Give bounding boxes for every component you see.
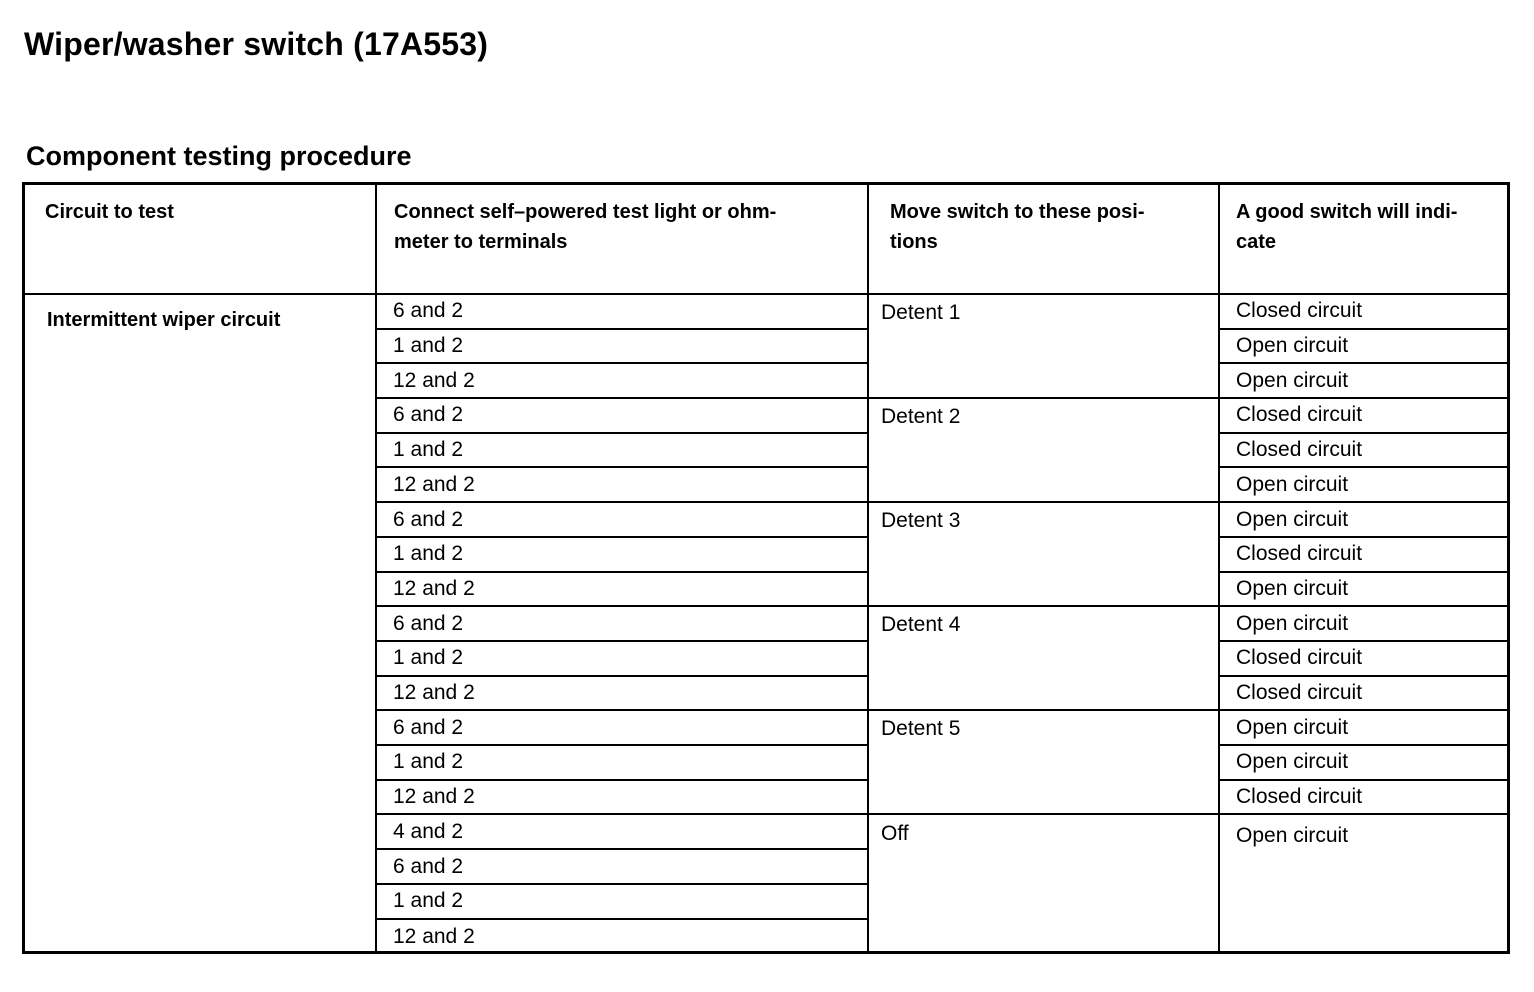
header-terminals bbox=[394, 197, 854, 257]
indication-cell: Closed circuit bbox=[1220, 295, 1507, 330]
component-test-table bbox=[22, 182, 1510, 954]
indication-cell: Open circuit bbox=[1220, 503, 1507, 538]
indication-cell: Closed circuit bbox=[1220, 781, 1507, 816]
indications-column bbox=[1220, 295, 1507, 951]
terminal-cell: 1 and 2 bbox=[377, 538, 867, 573]
indication-cell: Open circuit bbox=[1220, 330, 1507, 365]
header-text: Connect self–powered test light or ohm- bbox=[394, 201, 777, 223]
indication-cell: Open circuit bbox=[1220, 364, 1507, 399]
terminal-cell: 6 and 2 bbox=[377, 711, 867, 746]
indication-cell: Open circuit bbox=[1220, 746, 1507, 781]
terminal-cell: 1 and 2 bbox=[377, 434, 867, 469]
terminal-cell: 1 and 2 bbox=[377, 642, 867, 677]
header-text: cate bbox=[1236, 231, 1277, 253]
terminal-cell: 12 and 2 bbox=[377, 364, 867, 399]
terminal-cell: 1 and 2 bbox=[377, 330, 867, 365]
switch-position-cell: Detent 5 bbox=[869, 711, 1218, 815]
terminal-cell: 12 and 2 bbox=[377, 469, 867, 504]
header-text: tions bbox=[890, 231, 938, 253]
indication-cell: Open circuit bbox=[1236, 823, 1349, 847]
terminal-cell: 12 and 2 bbox=[377, 781, 867, 816]
circuit-name: Intermittent wiper circuit bbox=[47, 309, 281, 331]
terminal-cell: 12 and 2 bbox=[393, 924, 475, 948]
switch-position-cell: Detent 4 bbox=[869, 607, 1218, 711]
terminal-cell: 4 and 2 bbox=[377, 816, 867, 851]
header-text: Move switch to these posi- bbox=[890, 201, 1145, 223]
indication-cell: Closed circuit bbox=[1220, 642, 1507, 677]
switch-position-cell: Detent 2 bbox=[869, 399, 1218, 503]
positions-column bbox=[869, 295, 1218, 951]
indication-cell: Closed circuit bbox=[1220, 538, 1507, 573]
header-text: Circuit to test bbox=[45, 201, 174, 223]
terminal-cell: 12 and 2 bbox=[377, 677, 867, 712]
terminal-cell: 6 and 2 bbox=[377, 295, 867, 330]
header-text: A good switch will indi- bbox=[1236, 201, 1458, 223]
header-circuit-to-test bbox=[45, 197, 365, 227]
terminal-cell: 1 and 2 bbox=[377, 885, 867, 920]
terminal-cell: 6 and 2 bbox=[377, 503, 867, 538]
indication-cell: Open circuit bbox=[1220, 711, 1507, 746]
indication-cell: Open circuit bbox=[1220, 607, 1507, 642]
indication-cell: Closed circuit bbox=[1220, 434, 1507, 469]
table-header-row bbox=[25, 185, 1507, 295]
switch-position-cell: Detent 1 bbox=[869, 295, 1218, 399]
header-switch-positions bbox=[890, 197, 1210, 257]
indication-cell: Closed circuit bbox=[1220, 399, 1507, 434]
indication-cell: Open circuit bbox=[1220, 469, 1507, 504]
switch-position-cell: Detent 3 bbox=[869, 503, 1218, 607]
header-text: meter to terminals bbox=[394, 231, 568, 253]
terminals-column bbox=[377, 295, 867, 951]
indication-cell: Open circuit bbox=[1220, 573, 1507, 608]
header-separator bbox=[25, 293, 377, 295]
header-good-switch-indication bbox=[1236, 197, 1506, 257]
switch-position-cell: Off bbox=[881, 821, 909, 845]
terminal-cell: 1 and 2 bbox=[377, 746, 867, 781]
terminal-cell: 6 and 2 bbox=[377, 607, 867, 642]
indication-cell: Closed circuit bbox=[1220, 677, 1507, 712]
terminal-cell: 12 and 2 bbox=[377, 573, 867, 608]
document-title: Wiper/washer switch (17A553) bbox=[24, 26, 489, 62]
section-title: Component testing procedure bbox=[26, 141, 412, 171]
terminal-cell: 6 and 2 bbox=[377, 850, 867, 885]
terminal-cell: 6 and 2 bbox=[377, 399, 867, 434]
